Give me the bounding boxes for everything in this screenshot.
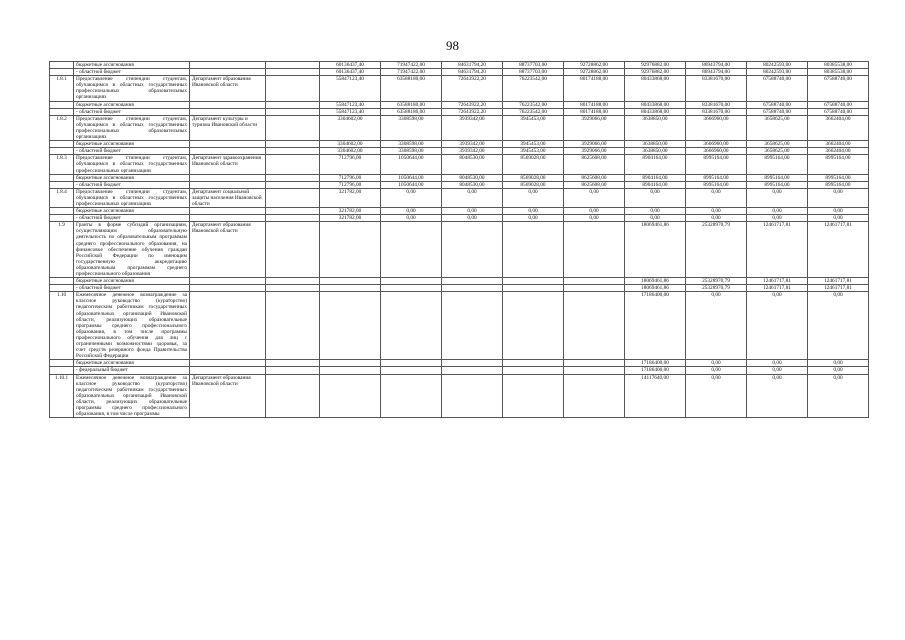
row-code bbox=[50, 360, 74, 367]
row-executor: Департамент культуры и туризма Ивановской области bbox=[190, 115, 266, 140]
row-value: 71947422,00 bbox=[381, 62, 442, 69]
row-value: 0,00 bbox=[747, 188, 808, 207]
row-value: 84631794,20 bbox=[442, 62, 503, 69]
row-value: 0,00 bbox=[625, 215, 686, 222]
row-value bbox=[564, 360, 625, 367]
row-blank-cell bbox=[266, 181, 320, 188]
row-value: 63588180,00 bbox=[381, 101, 442, 108]
row-value: 72643922,20 bbox=[442, 101, 503, 108]
row-blank-cell bbox=[266, 108, 320, 115]
row-value: 12461717,81 bbox=[747, 222, 808, 278]
table-row bbox=[50, 62, 869, 69]
table-row bbox=[50, 278, 869, 285]
table-row bbox=[50, 148, 869, 155]
row-value: 17186400,00 bbox=[625, 292, 686, 360]
row-name: Ежемесячное денежное вознаграждение за классное руководство (кураторство) педагогическим работникам государственных образовательных организаций Ивановской области, реализующих образовательные программы среднего профессионального образования, в том числе программы bbox=[74, 374, 190, 418]
row-value: 3945453,00 bbox=[503, 148, 564, 155]
row-value: 76223542,00 bbox=[503, 76, 564, 101]
row-value: 84631794,20 bbox=[442, 69, 503, 76]
row-executor: Департамент образования Ивановской области bbox=[190, 222, 266, 278]
row-value: 0,00 bbox=[381, 208, 442, 215]
row-value: 72643922,20 bbox=[442, 76, 503, 101]
row-value: 8569028,00 bbox=[503, 174, 564, 181]
row-value: 3662404,00 bbox=[808, 115, 869, 140]
row-code bbox=[50, 215, 74, 222]
row-value: 8995164,00 bbox=[686, 174, 747, 181]
row-value: 25328970,79 bbox=[686, 278, 747, 285]
row-value: 0,00 bbox=[747, 360, 808, 367]
row-value: 0,00 bbox=[747, 292, 808, 360]
table-row bbox=[50, 188, 869, 207]
row-executor bbox=[190, 292, 266, 360]
row-name: - федеральный бюджет bbox=[74, 367, 190, 374]
row-executor bbox=[190, 62, 266, 69]
row-value: 3945453,00 bbox=[503, 141, 564, 148]
row-value: 67588740,00 bbox=[747, 101, 808, 108]
row-blank-cell bbox=[266, 278, 320, 285]
row-value: 0,00 bbox=[503, 215, 564, 222]
row-value: 712796,00 bbox=[320, 155, 381, 174]
row-value bbox=[320, 367, 381, 374]
row-value: 80174188,00 bbox=[564, 76, 625, 101]
row-value: 63588180,00 bbox=[381, 76, 442, 101]
row-value: 60136437,40 bbox=[320, 62, 381, 69]
row-value: 86943794,00 bbox=[686, 62, 747, 69]
row-value: 3662404,00 bbox=[808, 141, 869, 148]
row-name: бюджетные ассигнования bbox=[74, 360, 190, 367]
row-executor: Департамент образования Ивановской области bbox=[190, 76, 266, 101]
row-value bbox=[381, 360, 442, 367]
row-value: 0,00 bbox=[808, 292, 869, 360]
row-value: 8048530,00 bbox=[442, 174, 503, 181]
row-value: 63588180,00 bbox=[381, 108, 442, 115]
row-value: 8625608,00 bbox=[564, 155, 625, 174]
row-value: 3638850,00 bbox=[625, 115, 686, 140]
row-code bbox=[50, 367, 74, 374]
table-row bbox=[50, 215, 869, 222]
row-value: 12461717,81 bbox=[808, 285, 869, 292]
row-blank-cell bbox=[266, 155, 320, 174]
row-executor: Департамент здравоохранения Ивановской области bbox=[190, 155, 266, 174]
row-value: 712796,00 bbox=[320, 181, 381, 188]
row-value bbox=[442, 367, 503, 374]
row-value: 8048530,00 bbox=[442, 181, 503, 188]
row-blank-cell bbox=[266, 148, 320, 155]
row-executor bbox=[190, 215, 266, 222]
row-value: 321782,00 bbox=[320, 215, 381, 222]
row-value: 3658625,00 bbox=[747, 141, 808, 148]
row-value bbox=[503, 285, 564, 292]
row-code bbox=[50, 174, 74, 181]
row-value: 17186400,00 bbox=[625, 360, 686, 367]
row-name: бюджетные ассигнования bbox=[74, 141, 190, 148]
row-value bbox=[381, 292, 442, 360]
row-value: 1050644,00 bbox=[381, 174, 442, 181]
row-code: 1.8.4 bbox=[50, 188, 74, 207]
row-blank-cell bbox=[266, 69, 320, 76]
row-value: 8995164,00 bbox=[808, 155, 869, 174]
row-value: 0,00 bbox=[564, 208, 625, 215]
row-value: 0,00 bbox=[808, 208, 869, 215]
row-value bbox=[503, 367, 564, 374]
row-blank-cell bbox=[266, 374, 320, 418]
row-value bbox=[503, 222, 564, 278]
row-executor bbox=[190, 69, 266, 76]
row-value: 321782,00 bbox=[320, 208, 381, 215]
row-value: 12461717,81 bbox=[747, 285, 808, 292]
table-row bbox=[50, 155, 869, 174]
table-row bbox=[50, 101, 869, 108]
row-blank-cell bbox=[266, 115, 320, 140]
row-value: 88737703,00 bbox=[503, 62, 564, 69]
row-value: 3929066,00 bbox=[564, 141, 625, 148]
row-value: 0,00 bbox=[381, 215, 442, 222]
page-number: 98 bbox=[446, 38, 459, 53]
table-row bbox=[50, 292, 869, 360]
row-value bbox=[564, 278, 625, 285]
row-value bbox=[381, 278, 442, 285]
row-value: 1050644,00 bbox=[381, 181, 442, 188]
row-name: бюджетные ассигнования bbox=[74, 62, 190, 69]
table-row bbox=[50, 108, 869, 115]
row-blank-cell bbox=[266, 222, 320, 278]
row-value: 8995164,00 bbox=[747, 181, 808, 188]
row-value bbox=[320, 278, 381, 285]
row-value bbox=[381, 222, 442, 278]
row-value: 12461717,81 bbox=[808, 222, 869, 278]
row-value: 0,00 bbox=[747, 215, 808, 222]
row-name: - областной бюджет bbox=[74, 181, 190, 188]
row-value: 67588740,00 bbox=[808, 76, 869, 101]
row-value bbox=[503, 278, 564, 285]
row-value: 0,00 bbox=[442, 208, 503, 215]
row-value: 0,00 bbox=[808, 360, 869, 367]
row-value: 0,00 bbox=[625, 208, 686, 215]
row-value: 0,00 bbox=[808, 188, 869, 207]
row-value: 67588740,00 bbox=[747, 108, 808, 115]
row-name: Ежемесячное денежное вознаграждение за классное руководство (кураторство) педагогическим работникам государственных образовательных организаций Ивановской области, реализующих образовательные программы среднего профессионального образования, в том числе программы профессионального обучения для лиц с ограниченными возможностями здоровья, за счет средств резервного фонда Правительства Российской Федерации bbox=[74, 292, 190, 360]
row-value bbox=[442, 292, 503, 360]
row-value: 0,00 bbox=[442, 215, 503, 222]
row-value: 80385538,00 bbox=[808, 62, 869, 69]
row-name: - областной бюджет bbox=[74, 215, 190, 222]
row-value bbox=[564, 292, 625, 360]
row-value: 3939342,00 bbox=[442, 148, 503, 155]
row-value: 80433868,00 bbox=[625, 108, 686, 115]
row-value: 3666960,00 bbox=[686, 148, 747, 155]
row-code: 1.10.1 bbox=[50, 374, 74, 418]
table-row bbox=[50, 367, 869, 374]
row-value: 8625608,00 bbox=[564, 174, 625, 181]
row-value: 0,00 bbox=[686, 367, 747, 374]
row-value: 3308598,00 bbox=[381, 148, 442, 155]
row-value bbox=[320, 292, 381, 360]
table-row bbox=[50, 374, 869, 418]
row-value: 3638850,00 bbox=[625, 148, 686, 155]
row-value: 88737703,00 bbox=[503, 69, 564, 76]
row-code bbox=[50, 285, 74, 292]
row-value: 0,00 bbox=[503, 208, 564, 215]
row-name: Предоставление стипендии студентам, обучающимся в областных государственных профессиональных образовательных организациях bbox=[74, 76, 190, 101]
row-name: Предоставление стипендии студентам, обучающимся в областных государственных профессиональных образовательных организациях bbox=[74, 115, 190, 140]
row-value: 0,00 bbox=[808, 374, 869, 418]
row-value: 0,00 bbox=[747, 367, 808, 374]
row-value: 3939342,00 bbox=[442, 141, 503, 148]
row-code: 1.8.3 bbox=[50, 155, 74, 174]
row-value: 80174188,00 bbox=[564, 108, 625, 115]
row-value: 55847123,40 bbox=[320, 101, 381, 108]
row-value: 80385538,00 bbox=[808, 69, 869, 76]
row-value: 3666960,00 bbox=[686, 141, 747, 148]
row-executor bbox=[190, 174, 266, 181]
row-executor bbox=[190, 181, 266, 188]
row-value bbox=[320, 360, 381, 367]
row-value: 3939342,00 bbox=[442, 115, 503, 140]
row-value: 60136437,40 bbox=[320, 69, 381, 76]
row-value: 92976882,00 bbox=[625, 69, 686, 76]
row-value: 18069461,86 bbox=[625, 285, 686, 292]
row-value: 3658625,00 bbox=[747, 148, 808, 155]
row-code bbox=[50, 62, 74, 69]
row-value bbox=[564, 367, 625, 374]
row-code: 1.10 bbox=[50, 292, 74, 360]
row-value: 80174188,00 bbox=[564, 101, 625, 108]
row-value: 0,00 bbox=[381, 188, 442, 207]
row-value: 0,00 bbox=[625, 188, 686, 207]
row-value: 0,00 bbox=[686, 188, 747, 207]
row-blank-cell bbox=[266, 360, 320, 367]
row-value bbox=[381, 285, 442, 292]
row-value: 0,00 bbox=[808, 367, 869, 374]
row-value: 80242593,00 bbox=[747, 69, 808, 76]
row-value: 0,00 bbox=[686, 292, 747, 360]
row-value: 8904164,00 bbox=[625, 174, 686, 181]
row-value bbox=[442, 278, 503, 285]
row-value: 83381670,00 bbox=[686, 108, 747, 115]
row-value: 8995164,00 bbox=[686, 181, 747, 188]
row-value: 3662404,00 bbox=[808, 148, 869, 155]
row-name: Предоставление стипендии студентам, обучающимся в областных государственных профессиональных организациях bbox=[74, 155, 190, 174]
row-name: бюджетные ассигнования bbox=[74, 101, 190, 108]
row-value bbox=[442, 222, 503, 278]
row-name: бюджетные ассигнования bbox=[74, 278, 190, 285]
row-blank-cell bbox=[266, 76, 320, 101]
row-blank-cell bbox=[266, 141, 320, 148]
row-value: 55847123,40 bbox=[320, 76, 381, 101]
row-executor bbox=[190, 360, 266, 367]
row-value: 3304602,00 bbox=[320, 115, 381, 140]
row-value: 0,00 bbox=[686, 374, 747, 418]
row-value: 3308598,00 bbox=[381, 141, 442, 148]
row-executor bbox=[190, 278, 266, 285]
table-row bbox=[50, 174, 869, 181]
row-value bbox=[320, 374, 381, 418]
row-value: 83381670,00 bbox=[686, 101, 747, 108]
row-value: 3308598,00 bbox=[381, 115, 442, 140]
row-value bbox=[503, 292, 564, 360]
row-value: 80433868,00 bbox=[625, 76, 686, 101]
table-row bbox=[50, 360, 869, 367]
table-row bbox=[50, 115, 869, 140]
row-value: 0,00 bbox=[686, 215, 747, 222]
row-value: 8569028,00 bbox=[503, 181, 564, 188]
row-value: 8625608,00 bbox=[564, 181, 625, 188]
table-row bbox=[50, 76, 869, 101]
row-name: - областной бюджет bbox=[74, 285, 190, 292]
row-blank-cell bbox=[266, 174, 320, 181]
row-code bbox=[50, 101, 74, 108]
row-blank-cell bbox=[266, 101, 320, 108]
row-value: 71947422,00 bbox=[381, 69, 442, 76]
row-blank-cell bbox=[266, 208, 320, 215]
row-value: 0,00 bbox=[442, 188, 503, 207]
row-executor bbox=[190, 208, 266, 215]
row-value: 8995164,00 bbox=[747, 174, 808, 181]
row-name: - областной бюджет bbox=[74, 108, 190, 115]
row-value bbox=[442, 374, 503, 418]
row-value bbox=[320, 222, 381, 278]
row-executor bbox=[190, 367, 266, 374]
row-code: 1.8.1 bbox=[50, 76, 74, 101]
row-value: 712796,00 bbox=[320, 174, 381, 181]
row-blank-cell bbox=[266, 215, 320, 222]
row-value: 1050644,00 bbox=[381, 155, 442, 174]
row-value: 0,00 bbox=[686, 208, 747, 215]
row-value: 83381670,00 bbox=[686, 76, 747, 101]
row-value: 0,00 bbox=[808, 215, 869, 222]
row-value: 0,00 bbox=[564, 188, 625, 207]
row-code bbox=[50, 278, 74, 285]
table-row bbox=[50, 69, 869, 76]
row-code bbox=[50, 141, 74, 148]
row-value: 0,00 bbox=[564, 215, 625, 222]
row-name: Гранты в форме субсидий организациям, осуществляющим образовательную деятельность по образовательным программам среднего профессионального образования, на финансовое обеспечение обучения граждан Российской Федерации по имеющим государственную аккредитацию образовательным программам среднего профессионального образования bbox=[74, 222, 190, 278]
row-blank-cell bbox=[266, 292, 320, 360]
row-blank-cell bbox=[266, 62, 320, 69]
row-name: - областной бюджет bbox=[74, 148, 190, 155]
row-value: 67588740,00 bbox=[808, 108, 869, 115]
row-value: 3666960,00 bbox=[686, 115, 747, 140]
row-value: 3658625,00 bbox=[747, 115, 808, 140]
row-name: Предоставление стипендии студентам, обучающимся в областных государственных профессиональных организациях bbox=[74, 188, 190, 207]
row-value bbox=[442, 360, 503, 367]
row-value: 0,00 bbox=[686, 360, 747, 367]
row-executor bbox=[190, 148, 266, 155]
row-value: 80242593,00 bbox=[747, 62, 808, 69]
row-value bbox=[503, 360, 564, 367]
row-value: 8904164,00 bbox=[625, 181, 686, 188]
row-blank-cell bbox=[266, 367, 320, 374]
budget-table bbox=[49, 61, 869, 418]
row-value: 3929066,00 bbox=[564, 148, 625, 155]
row-value: 18069461,86 bbox=[625, 222, 686, 278]
row-blank-cell bbox=[266, 188, 320, 207]
row-value: 67588740,00 bbox=[747, 76, 808, 101]
table-row bbox=[50, 222, 869, 278]
row-code bbox=[50, 108, 74, 115]
row-value: 18069461,86 bbox=[625, 278, 686, 285]
row-code bbox=[50, 208, 74, 215]
row-value bbox=[564, 374, 625, 418]
row-value: 0,00 bbox=[503, 188, 564, 207]
row-value bbox=[381, 367, 442, 374]
table-body bbox=[50, 62, 869, 418]
row-value: 14117640,00 bbox=[625, 374, 686, 418]
row-code bbox=[50, 69, 74, 76]
row-value bbox=[320, 285, 381, 292]
row-executor bbox=[190, 101, 266, 108]
row-value: 92976882,00 bbox=[625, 62, 686, 69]
row-value bbox=[381, 374, 442, 418]
row-value: 55847123,40 bbox=[320, 108, 381, 115]
row-value: 321782,00 bbox=[320, 188, 381, 207]
table-row bbox=[50, 141, 869, 148]
row-value: 92728862,00 bbox=[564, 62, 625, 69]
row-value: 8995164,00 bbox=[808, 174, 869, 181]
row-value: 3304602,00 bbox=[320, 148, 381, 155]
row-value: 8995164,00 bbox=[808, 181, 869, 188]
row-value: 8048530,00 bbox=[442, 155, 503, 174]
row-blank-cell bbox=[266, 285, 320, 292]
row-value: 72643922,20 bbox=[442, 108, 503, 115]
table-row bbox=[50, 285, 869, 292]
row-code: 1.9 bbox=[50, 222, 74, 278]
row-code bbox=[50, 148, 74, 155]
row-value: 76223542,00 bbox=[503, 108, 564, 115]
row-value: 67588740,00 bbox=[808, 101, 869, 108]
table-row bbox=[50, 208, 869, 215]
row-value: 86943794,00 bbox=[686, 69, 747, 76]
row-value: 25328970,79 bbox=[686, 222, 747, 278]
row-executor: Департамент образования Ивановской области bbox=[190, 374, 266, 418]
row-value bbox=[564, 222, 625, 278]
row-code: 1.8.2 bbox=[50, 115, 74, 140]
row-value: 80433868,00 bbox=[625, 101, 686, 108]
row-value bbox=[503, 374, 564, 418]
row-value: 12461717,81 bbox=[808, 278, 869, 285]
row-value bbox=[442, 285, 503, 292]
row-name: бюджетные ассигнования bbox=[74, 174, 190, 181]
row-value: 8995164,00 bbox=[686, 155, 747, 174]
row-value: 25328970,79 bbox=[686, 285, 747, 292]
row-value: 3304602,00 bbox=[320, 141, 381, 148]
row-executor bbox=[190, 141, 266, 148]
row-value bbox=[564, 285, 625, 292]
row-value: 3945453,00 bbox=[503, 115, 564, 140]
row-value: 8904164,00 bbox=[625, 155, 686, 174]
row-name: - областной бюджет bbox=[74, 69, 190, 76]
row-value: 3638850,00 bbox=[625, 141, 686, 148]
row-value: 0,00 bbox=[747, 208, 808, 215]
row-value: 8569028,00 bbox=[503, 155, 564, 174]
table-row bbox=[50, 181, 869, 188]
row-executor bbox=[190, 108, 266, 115]
row-value: 17186400,00 bbox=[625, 367, 686, 374]
row-name: бюджетные ассигнования bbox=[74, 208, 190, 215]
row-value: 76223542,00 bbox=[503, 101, 564, 108]
row-value: 8995164,00 bbox=[747, 155, 808, 174]
row-value: 3929066,00 bbox=[564, 115, 625, 140]
row-executor: Департамент социальной защиты населения Ивановской области bbox=[190, 188, 266, 207]
row-value: 12461717,81 bbox=[747, 278, 808, 285]
row-value: 92728862,00 bbox=[564, 69, 625, 76]
row-code bbox=[50, 181, 74, 188]
row-executor bbox=[190, 285, 266, 292]
row-value: 0,00 bbox=[747, 374, 808, 418]
